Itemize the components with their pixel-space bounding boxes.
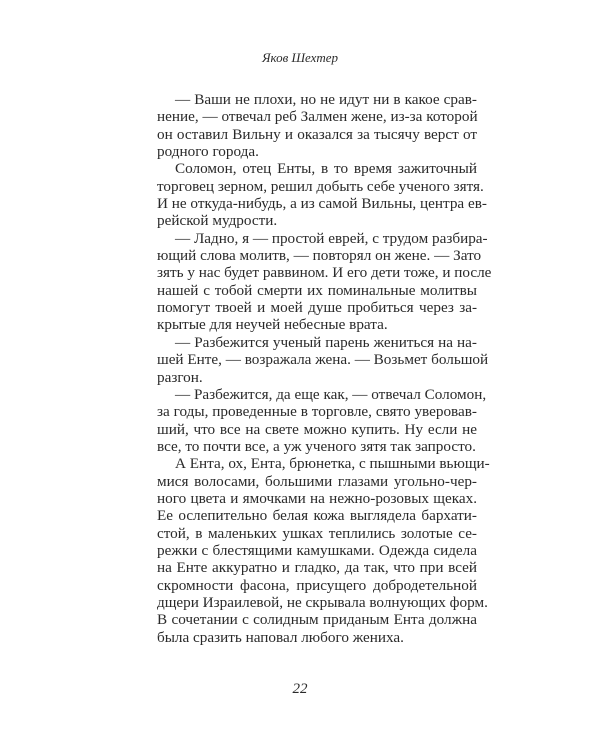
text-line: В сочетании с солидным приданым Ента должна (157, 611, 477, 629)
paragraph (157, 91, 477, 160)
paragraph (157, 160, 487, 230)
paragraph (157, 385, 487, 455)
text-line: И не откуда-нибудь, а из самой Вильны, центра ев- (157, 195, 487, 213)
text-line: ного цвета и ямочками на нежно-розовых щеках. (157, 489, 477, 507)
text-line: торговец зерном, решил добыть себе ученого зятя. (157, 177, 484, 195)
text-line: разгон. (157, 368, 203, 386)
text-line: — Разбежится ученый парень жениться на на- (175, 333, 477, 351)
paragraph (157, 455, 490, 646)
text-line: зять у нас будет раввином. И его дети тоже, и после (157, 264, 492, 282)
text-line: Ее ослепительно белая кожа выглядела бархати- (157, 507, 477, 525)
text-line: помогут твоей и моей душе пробиться через за- (157, 299, 477, 317)
text-line: нение, — отвечал реб Залмен жене, из-за которой (157, 108, 478, 126)
text-line: — Разбежится, да еще как, — отвечал Соломон, (175, 385, 487, 403)
page-number: 22 (292, 681, 308, 697)
text-line: все, то почти все, а уж ученого зятя так запросто. (157, 437, 476, 455)
text-line: А Ента, ох, Ента, брюнетка, с пышными вьющи- (175, 455, 490, 473)
text-line: Соломон, отец Енты, в то время зажиточный (175, 160, 477, 178)
text-line: — Ладно, я — простой еврей, с трудом разбира- (175, 229, 488, 247)
text-line: ший, что все на свете можно купить. Ну если не (157, 420, 477, 438)
text-line: за годы, проведенные в торговле, свято уверовав- (157, 403, 477, 421)
text-line: была сразить наповал любого жениха. (157, 628, 404, 646)
text-line: ющий слова молитв, — повторял он жене. — Зато (157, 247, 482, 265)
text-line: режки с блестящими камушками. Одежда сидела (157, 541, 477, 559)
paragraph (157, 229, 492, 334)
text-line: стой, в маленьких ушках теплились золотые се- (157, 524, 477, 542)
text-line: — Ваши не плохи, но не идут ни в какое срав- (175, 91, 477, 108)
text-line: мися волосами, большими глазами угольно-чер- (157, 472, 477, 490)
running-header: Яков Шехтер (261, 50, 339, 65)
page-body-text (157, 91, 492, 646)
text-line: родного города. (157, 143, 259, 161)
text-line: нашей с тобой смерти их поминальные молитвы (157, 281, 477, 299)
text-line: крытые для неучей небесные врата. (157, 316, 388, 334)
paragraph (157, 333, 489, 386)
text-line: рейской мудрости. (157, 212, 278, 230)
text-line: шей Енте, — возражала жена. — Возьмет большой (157, 351, 489, 369)
text-line: дщери Израилевой, не скрывала волнующих форм. (157, 593, 488, 611)
text-line: скромности фасона, присущего добродетельной (157, 576, 477, 594)
text-line: он оставил Вильну и оказался за тысячу верст от (157, 125, 477, 143)
text-line: на Енте аккуратно и гладко, да так, что при всей (157, 559, 477, 577)
